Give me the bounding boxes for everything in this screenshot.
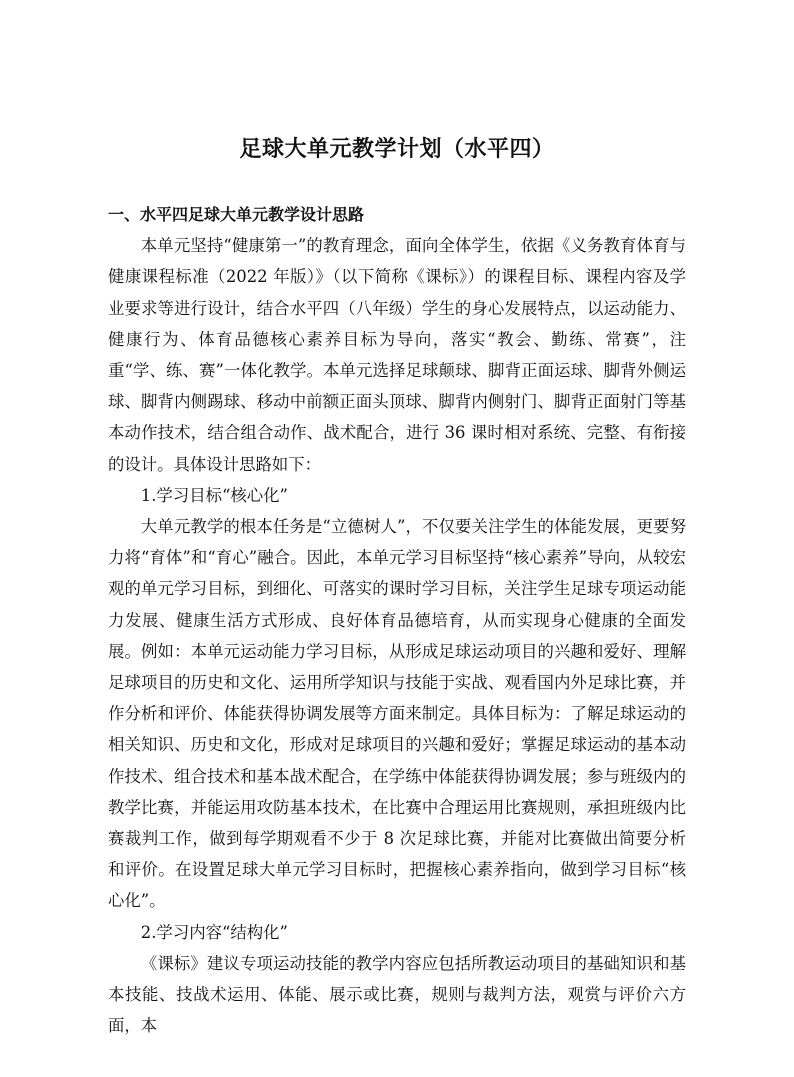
document-body bbox=[108, 135, 686, 1041]
subsection-heading-learning-goals: 1.学习目标“核心化” bbox=[140, 485, 288, 505]
learning-goals-paragraph: 大单元教学的根本任务是“立德树人”，不仅要关注学生的体能发展，更要努力将“育体”和“育心”融合。因此，本单元学习目标坚持“核心素养”导向，从较宏观的单元学习目标，到细化、可落实的课时学习目标，关注学生足球专项运动能力发展、健康生活方式形成、良好体育品德培育，从而实现身心健康的全面发展。例如：本单元运动能力学习目标，从形成足球运动项目的兴趣和爱好、理解足球项目的历史和文化、运用所学知识与技能于实战、观看国内外足球比赛，并作分析和评价、体能获得协调发展等方面来制定。具体目标为：了解足球运动的相关知识、历史和文化，形成对足球项目的兴趣和爱好；掌握足球运动的基本动作技术、组合技术和基本战术配合，在学练中体能获得协调发展；参与班级内的教学比赛，并能运用攻防基本技术，在比赛中合理运用比赛规则，承担班级内比赛裁判工作，做到每学期观看不少于 8 次足球比赛，并能对比赛做出简要分析和评价。在设置足球大单元学习目标时，把握核心素养指向，做到学习目标“核心化”。 bbox=[108, 517, 686, 911]
learning-content-paragraph: 《课标》建议专项运动技能的教学内容应包括所教运动项目的基础知识和基本技能、技战术运用、体能、展示或比赛，规则与裁判方法，观赏与评价六方面，本 bbox=[108, 953, 686, 1036]
subsection-heading-learning-content: 2.学习内容“结构化” bbox=[140, 922, 288, 942]
section-heading: 一、水平四足球大单元教学设计思路 bbox=[108, 205, 365, 224]
document-title: 足球大单元教学计划（水平四） bbox=[239, 137, 555, 162]
intro-paragraph: 本单元坚持“健康第一”的教育理念，面向全体学生，依据《义务教育体育与健康课程标准（2022 年版）》（以下简称《课标》）的课程目标、课程内容及学业要求等进行设计，结合水平四（八年级）学生的身心发展特点，以运动能力、健康行为、体育品德核心素养目标为导向，落实“教会、勤练、常赛”，注重“学、练、赛”一体化教学。本单元选择足球颠球、脚背正面运球、脚背外侧运球、脚背内侧踢球、移动中前额正面头顶球、脚背内侧射门、脚背正面射门等基本动作技术，结合组合动作、战术配合，进行 36 课时相对系统、完整、有衔接的设计。具体设计思路如下： bbox=[108, 236, 686, 474]
